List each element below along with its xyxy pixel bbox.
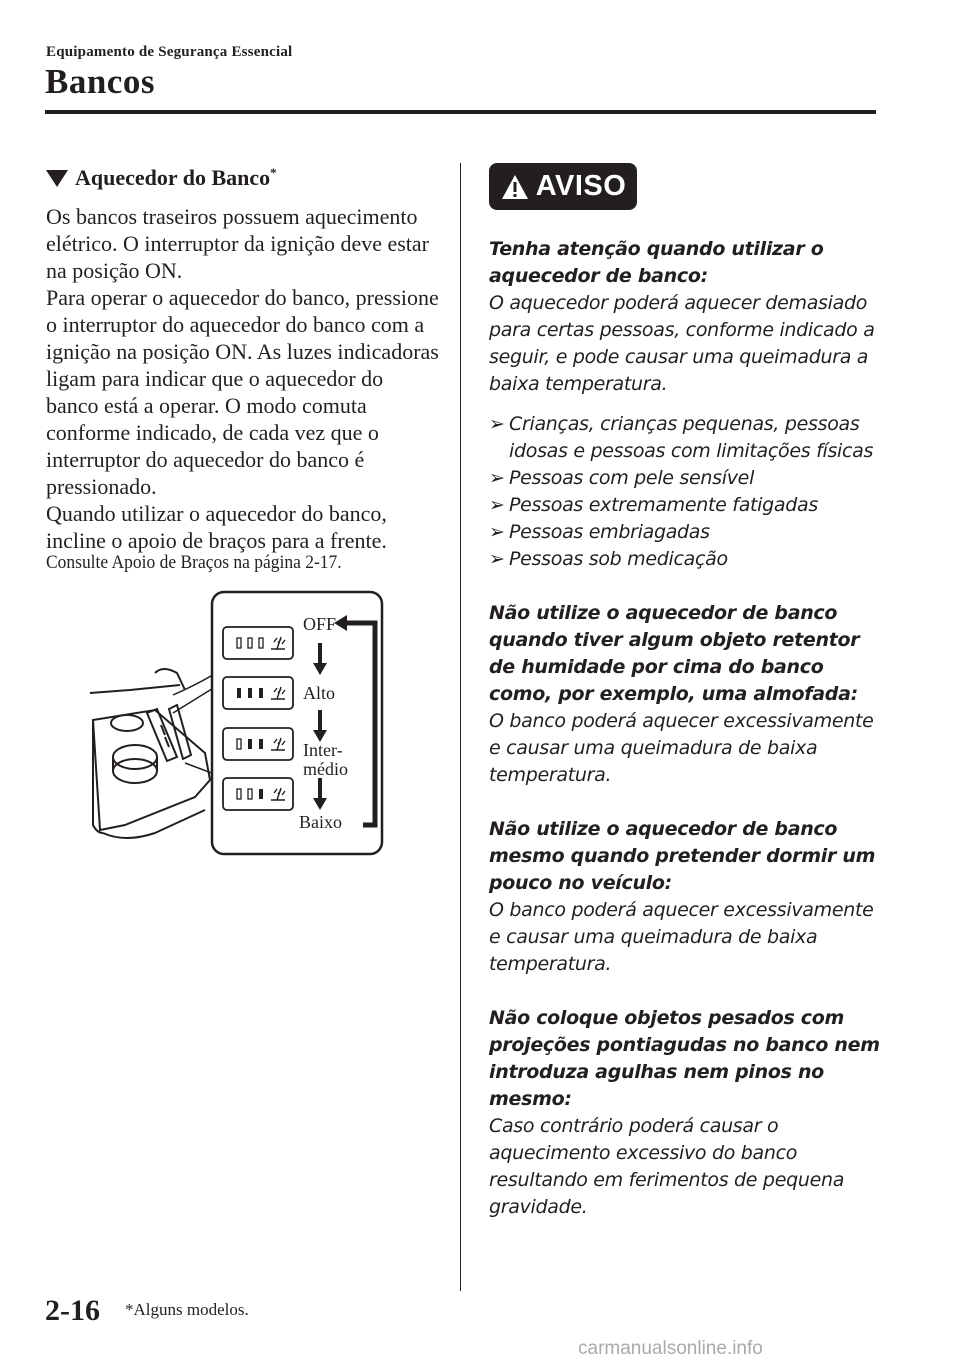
paragraph: Os bancos traseiros possuem aquecimento elétrico. O interruptor da ignição deve estar na posição ON. bbox=[46, 204, 430, 283]
warning-text: O banco poderá aquecer excessivamente e causar uma queimadura de baixa temperatura. bbox=[489, 710, 874, 786]
console-drawing bbox=[90, 667, 225, 838]
switch-high bbox=[223, 677, 293, 709]
switch-low bbox=[223, 778, 293, 810]
warning-text: O banco poderá aquecer excessivamente e causar uma queimadura de baixa temperatura. bbox=[489, 899, 874, 975]
arrow-bullet-icon: ➢ bbox=[489, 521, 505, 543]
arrow-bullet-icon: ➢ bbox=[489, 494, 505, 516]
section-heading-text: Aquecedor do Banco bbox=[75, 165, 271, 190]
list-item: ➢ Pessoas extremamente fatigadas bbox=[489, 492, 884, 519]
seat-heater-illustration bbox=[85, 585, 395, 865]
warning-heading: Tenha atenção quando utilizar o aquecedor de banco: bbox=[489, 238, 824, 287]
warning-text: Caso contrário poderá causar o aquecimento excessivo do banco resultando em ferimentos de pequena gravidade. bbox=[489, 1115, 845, 1218]
warning-badge bbox=[489, 163, 637, 210]
page-title: Bancos bbox=[45, 62, 155, 101]
warning-block bbox=[489, 1005, 884, 1221]
breadcrumb: Equipamento de Segurança Essencial bbox=[46, 44, 293, 60]
warning-content bbox=[489, 236, 884, 1221]
label-off: OFF bbox=[303, 614, 337, 634]
warning-block bbox=[489, 816, 884, 978]
list-item: ➢ Pessoas com pele sensível bbox=[489, 465, 884, 492]
title-rule bbox=[45, 110, 876, 114]
section-heading bbox=[46, 165, 277, 191]
warning-triangle-icon bbox=[500, 173, 530, 201]
paragraph: Quando utilizar o aquecedor do banco, incline o apoio de braços para a frente. bbox=[46, 501, 387, 553]
warning-heading: Não utilize o aquecedor de banco mesmo quando pretender dormir um pouco no veículo: bbox=[489, 818, 876, 894]
warning-bullet-list bbox=[489, 411, 884, 573]
body-text bbox=[46, 203, 441, 554]
list-item: ➢ Pessoas embriagadas bbox=[489, 519, 884, 546]
label-medium-line1: Inter- bbox=[303, 740, 343, 760]
arrow-bullet-icon: ➢ bbox=[489, 548, 505, 570]
arrow-bullet-icon: ➢ bbox=[489, 467, 505, 489]
list-item: ➢ Crianças, crianças pequenas, pessoas idosas e pessoas com limitações físicas bbox=[489, 413, 874, 462]
paragraph: Para operar o aquecedor do banco, pressione o interruptor do aquecedor do banco com a ignição na posição ON. As luzes indicadoras ligam para indicar que o aquecedor do banco está a operar. O modo comuta conforme indicado, de cada vez que o interruptor do aquecedor do banco é pressionado. bbox=[46, 285, 439, 499]
column-divider bbox=[460, 163, 461, 1291]
warning-heading: Não coloque objetos pesados com projeções pontiagudas no banco nem introduza agulhas nem pinos no mesmo: bbox=[489, 1007, 880, 1110]
warning-heading: Não utilize o aquecedor de banco quando tiver algum objeto retentor de humidade por cima do banco como, por exemplo, uma almofada: bbox=[489, 602, 860, 705]
warning-text: O aquecedor poderá aquecer demasiado para certas pessoas, conforme indicado a seguir, e pode causar uma queimadura a baixa temperatura. bbox=[489, 292, 875, 395]
triangle-marker-icon bbox=[46, 170, 68, 187]
warning-block bbox=[489, 600, 884, 789]
switch-off bbox=[223, 627, 293, 659]
arrow-bullet-icon: ➢ bbox=[489, 413, 505, 435]
list-item: ➢ Pessoas sob medicação bbox=[489, 546, 884, 573]
label-high: Alto bbox=[303, 683, 336, 703]
watermark: carmanualsonline.info bbox=[578, 1338, 763, 1359]
warning-badge-label: AVISO bbox=[535, 170, 627, 202]
footnote-mark: * bbox=[270, 165, 277, 180]
switch-medium bbox=[223, 728, 293, 760]
label-medium-line2: médio bbox=[303, 759, 348, 779]
page-number: 2-16 bbox=[45, 1294, 100, 1327]
label-low: Baixo bbox=[299, 812, 342, 832]
footnote: *Alguns modelos. bbox=[125, 1300, 249, 1319]
cross-reference: Consulte Apoio de Braços na página 2-17. bbox=[46, 552, 342, 573]
